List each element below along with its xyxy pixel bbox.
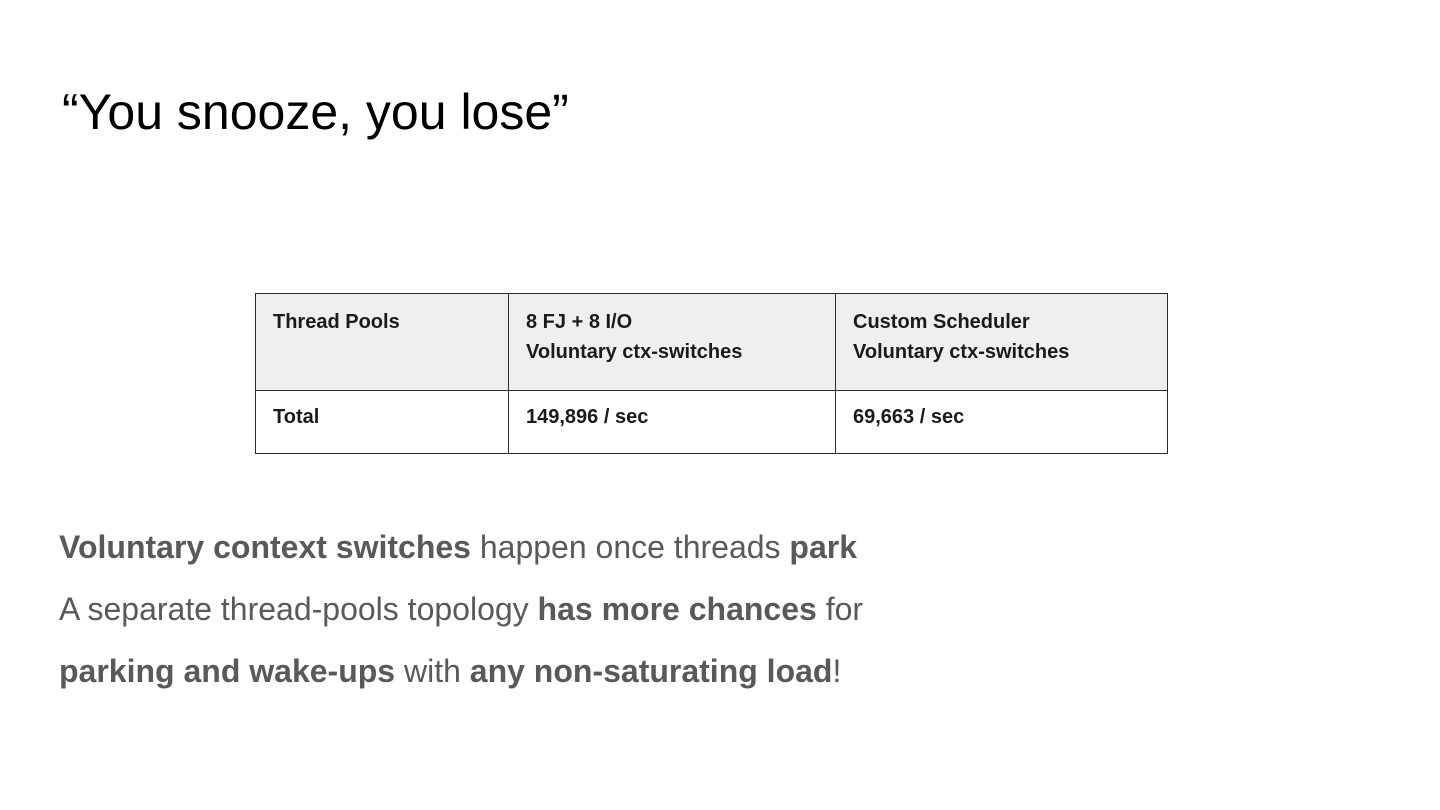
bold-text: any non-saturating load	[469, 653, 833, 689]
plain-text: happen once threads	[470, 529, 790, 565]
table-row	[256, 391, 1168, 454]
slide-title: “You snooze, you lose”	[62, 84, 569, 140]
header-cell-thread-pools	[256, 294, 509, 391]
header-cell-line: 8 FJ + 8 I/O	[526, 311, 633, 333]
row-label-cell: Total	[256, 391, 509, 454]
body-line-2	[59, 578, 863, 640]
comparison-table	[255, 293, 1168, 454]
plain-text: with	[395, 653, 470, 689]
plain-text: !	[832, 653, 842, 689]
body-line-3	[59, 640, 863, 702]
plain-text: A separate thread-pools topology	[59, 591, 538, 627]
table-header-row	[256, 294, 1168, 391]
body-line-1	[59, 516, 863, 578]
row-value-custom-scheduler: 69,663 / sec	[836, 391, 1168, 454]
header-cell-fj-io	[509, 294, 836, 391]
header-cell-line: Voluntary ctx-switches	[526, 341, 743, 363]
header-cell-line: Thread Pools	[273, 311, 400, 333]
header-cell-custom-scheduler	[836, 294, 1168, 391]
row-value-fj-io: 149,896 / sec	[509, 391, 836, 454]
plain-text: for	[816, 591, 864, 627]
body-text	[59, 516, 863, 702]
bold-text: park	[789, 529, 858, 565]
bold-text: has more chances	[537, 591, 817, 627]
bold-text: parking and wake-ups	[59, 653, 396, 689]
header-cell-line: Custom Scheduler	[853, 311, 1030, 333]
bold-text: Voluntary context switches	[59, 529, 471, 565]
header-cell-line: Voluntary ctx-switches	[853, 341, 1070, 363]
